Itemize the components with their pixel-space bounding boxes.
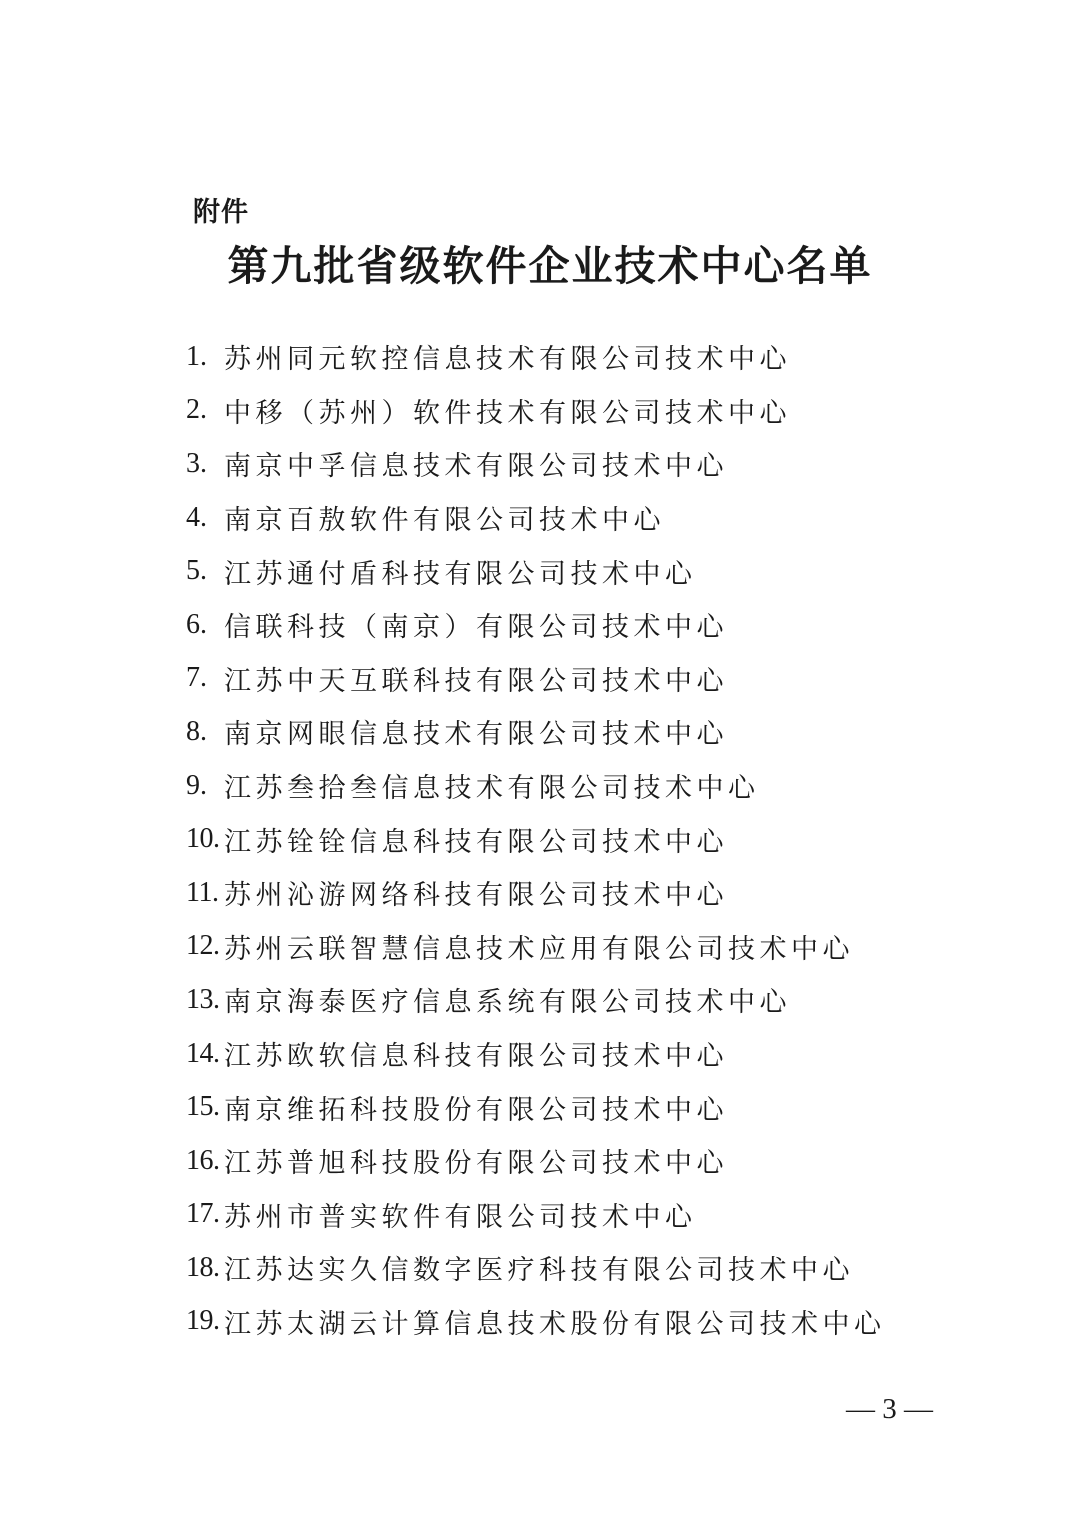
item-number: 4. [186, 501, 207, 533]
company-name: 中移（苏州）软件技术有限公司技术中心 [224, 397, 791, 429]
company-name: 江苏铨铨信息科技有限公司技术中心 [224, 826, 728, 858]
item-number: 14. [186, 1037, 220, 1069]
company-name: 江苏中天互联科技有限公司技术中心 [224, 665, 728, 697]
item-number: 11. [186, 876, 219, 908]
item-number: 16. [186, 1144, 220, 1176]
item-number: 7. [186, 662, 207, 694]
item-number: 2. [186, 394, 207, 426]
item-number: 1. [186, 340, 207, 372]
list-item [186, 330, 886, 384]
company-name: 南京百敖软件有限公司技术中心 [224, 505, 665, 537]
list-item [186, 491, 886, 545]
attachment-label: 附件 [193, 197, 249, 228]
list-item [186, 1295, 886, 1349]
company-name: 信联科技（南京）有限公司技术中心 [224, 612, 728, 644]
item-number: 12. [186, 930, 220, 962]
item-number: 17. [186, 1198, 220, 1230]
list-item [186, 1188, 886, 1242]
list-item [186, 920, 886, 974]
list-item [186, 973, 886, 1027]
list-item [186, 1134, 886, 1188]
company-name: 江苏达实久信数字医疗科技有限公司技术中心 [224, 1255, 854, 1287]
list-item [186, 437, 886, 491]
item-number: 13. [186, 983, 220, 1015]
list-item [186, 866, 886, 920]
company-name: 苏州云联智慧信息技术应用有限公司技术中心 [224, 933, 854, 965]
company-name: 江苏欧软信息科技有限公司技术中心 [224, 1041, 728, 1073]
item-number: 5. [186, 555, 207, 587]
list-item [186, 705, 886, 759]
company-list [186, 330, 886, 1348]
item-number: 8. [186, 715, 207, 747]
list-item [186, 759, 886, 813]
company-name: 江苏太湖云计算信息技术股份有限公司技术中心 [224, 1308, 886, 1340]
list-item [186, 598, 886, 652]
company-name: 江苏通付盾科技有限公司技术中心 [224, 558, 697, 590]
item-number: 10. [186, 823, 220, 855]
list-item [186, 1027, 886, 1081]
list-item [186, 1241, 886, 1295]
company-name: 江苏普旭科技股份有限公司技术中心 [224, 1148, 728, 1180]
company-name: 苏州同元软控信息技术有限公司技术中心 [224, 344, 791, 376]
company-name: 南京海泰医疗信息系统有限公司技术中心 [224, 987, 791, 1019]
list-item [186, 1080, 886, 1134]
list-item [186, 652, 886, 706]
item-number: 9. [186, 769, 207, 801]
item-number: 6. [186, 608, 207, 640]
list-item [186, 812, 886, 866]
item-number: 18. [186, 1251, 220, 1283]
item-number: 3. [186, 447, 207, 479]
company-name: 南京中孚信息技术有限公司技术中心 [224, 451, 728, 483]
page-number: — 3 — [846, 1393, 933, 1425]
company-name: 江苏叁拾叁信息技术有限公司技术中心 [224, 773, 760, 805]
company-name: 苏州沁游网络科技有限公司技术中心 [224, 880, 728, 912]
company-name: 苏州市普实软件有限公司技术中心 [224, 1201, 697, 1233]
item-number: 15. [186, 1091, 220, 1123]
list-item [186, 544, 886, 598]
list-item [186, 384, 886, 438]
company-name: 南京维拓科技股份有限公司技术中心 [224, 1094, 728, 1126]
item-number: 19. [186, 1305, 220, 1337]
document-title: 第九批省级软件企业技术中心名单 [227, 242, 873, 290]
company-name: 南京网眼信息技术有限公司技术中心 [224, 719, 728, 751]
